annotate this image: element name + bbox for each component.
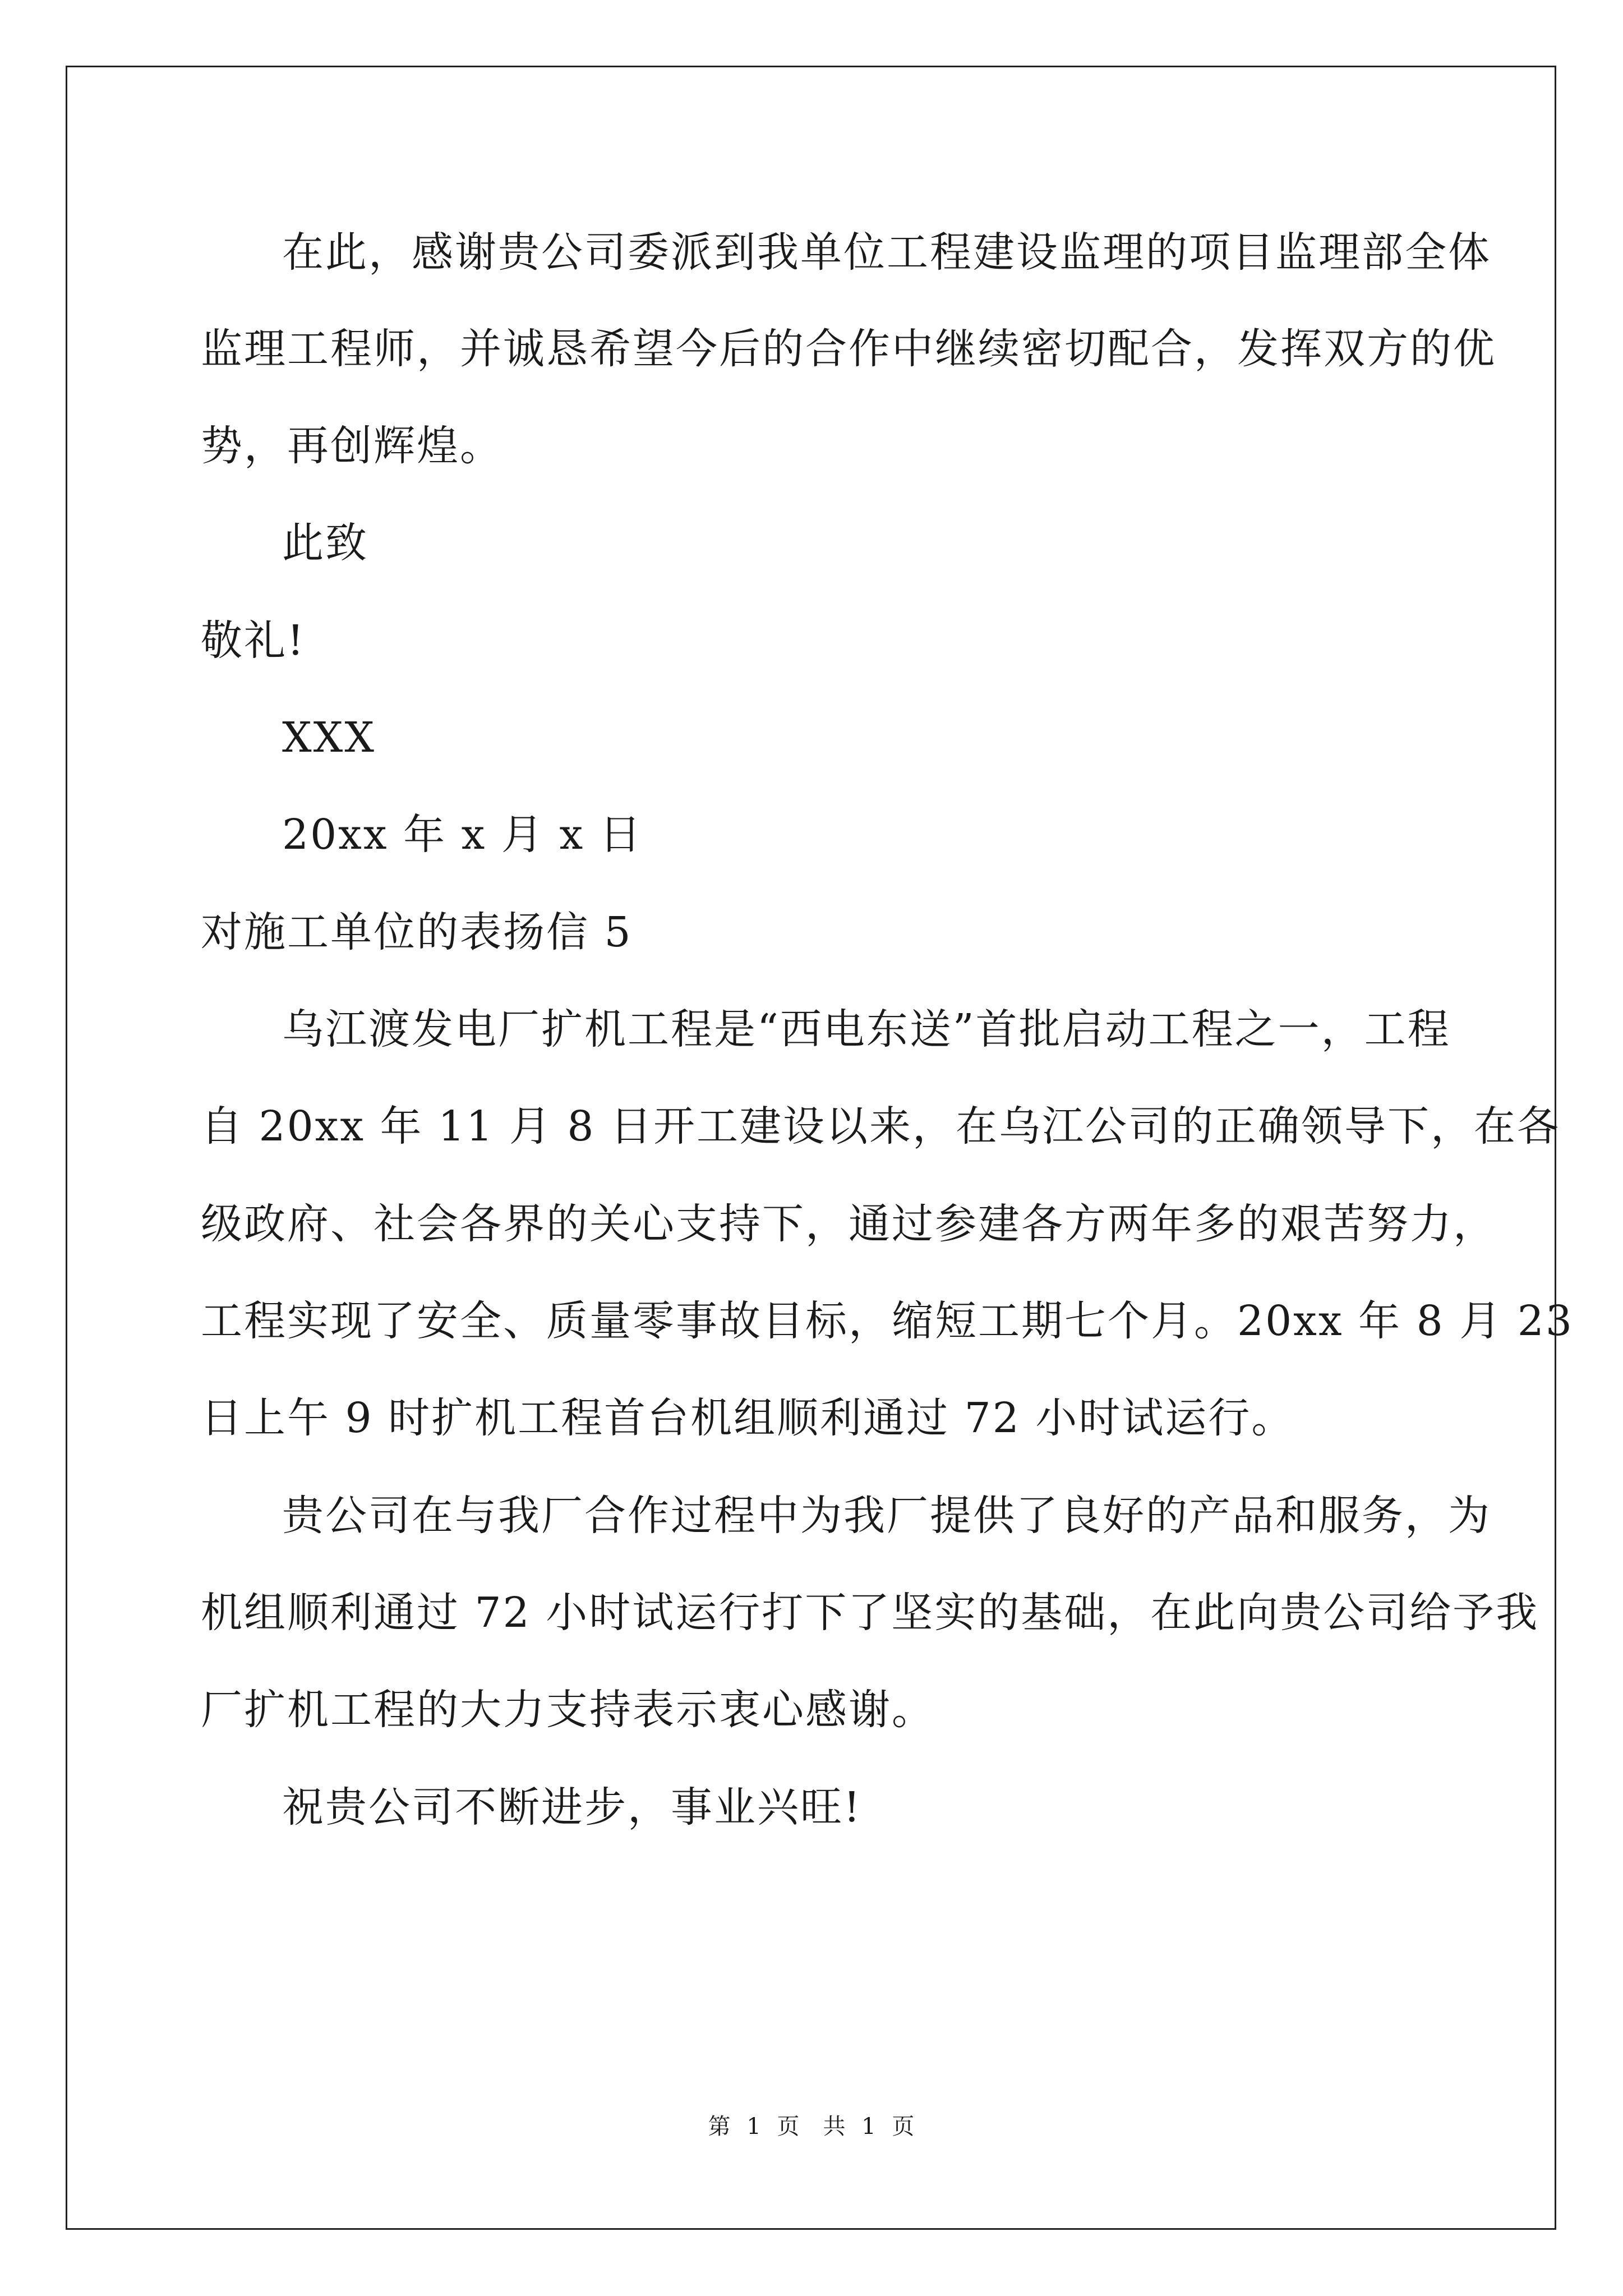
closing-wish: 祝贵公司不断进步，事业兴旺! xyxy=(282,1783,862,1832)
section-heading: 对施工单位的表扬信 5 xyxy=(201,908,633,956)
signature-date: 20xx 年 x 月 x 日 xyxy=(282,811,643,859)
paragraph-line: 工程实现了安全、质量零事故目标，缩短工期七个月。20xx 年 8 月 23 xyxy=(201,1297,1574,1345)
paragraph-line: 乌江渡发电厂扩机工程是“西电东送”首批启动工程之一，工程 xyxy=(282,1005,1451,1053)
closing-regards: 敬礼! xyxy=(201,616,306,665)
paragraph-line: 级政府、社会各界的关心支持下，通过参建各方两年多的艰苦努力， xyxy=(201,1200,1496,1248)
paragraph-line: 监理工程师，并诚恳希望今后的合作中继续密切配合，发挥双方的优 xyxy=(201,325,1496,373)
paragraph-line: 贵公司在与我厂合作过程中为我厂提供了良好的产品和服务，为 xyxy=(282,1492,1491,1540)
paragraph-line: 机组顺利通过 72 小时试运行打下了坚实的基础，在此向贵公司给予我 xyxy=(201,1589,1539,1637)
paragraph-line: 势，再创辉煌。 xyxy=(201,422,503,470)
paragraph-line: 日上午 9 时扩机工程首台机组顺利通过 72 小时试运行。 xyxy=(201,1394,1295,1442)
page-number: 第 1 页 共 1 页 xyxy=(708,2114,915,2139)
signature-name: XXX xyxy=(282,714,376,762)
paragraph-line: 在此，感谢贵公司委派到我单位工程建设监理的项目监理部全体 xyxy=(282,228,1491,277)
paragraph-line: 自 20xx 年 11 月 8 日开工建设以来，在乌江公司的正确领导下，在各 xyxy=(201,1102,1561,1151)
closing-salutation: 此致 xyxy=(282,519,368,567)
paragraph-line: 厂扩机工程的大力支持表示衷心感谢。 xyxy=(201,1686,935,1734)
